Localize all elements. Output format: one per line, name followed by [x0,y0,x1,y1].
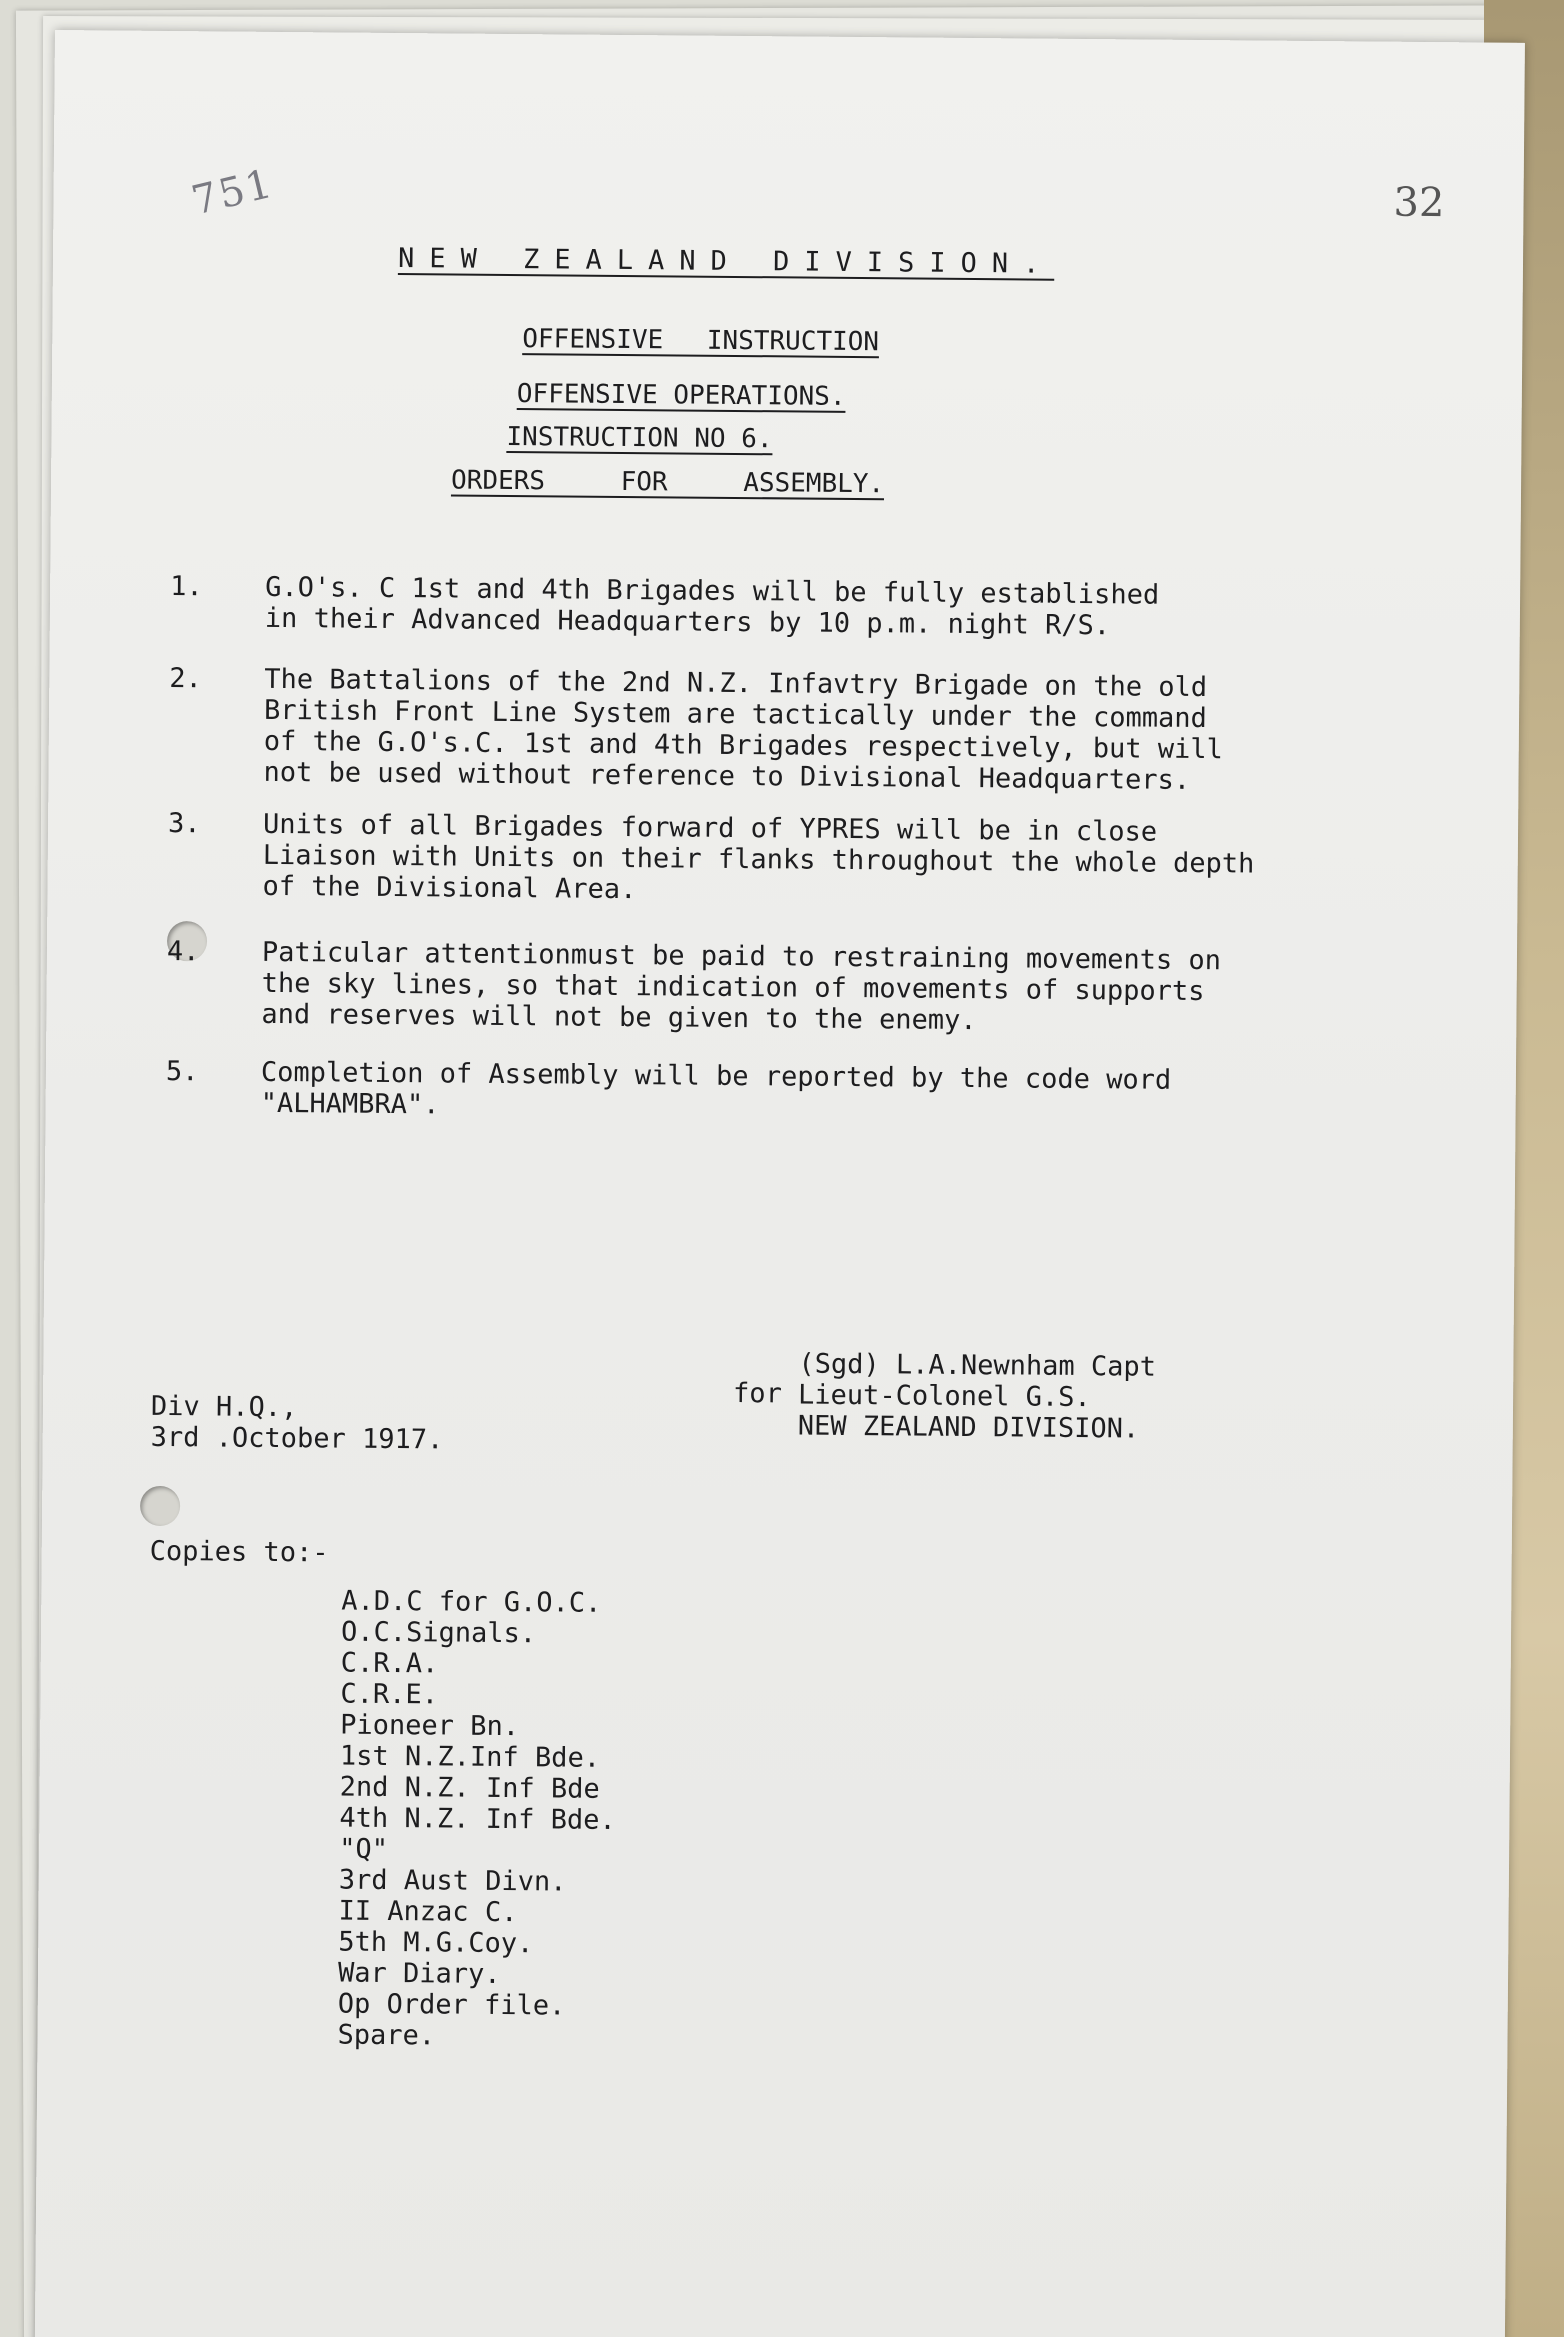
list-item: "Q" [339,1833,389,1865]
paragraph-3 [167,808,1348,911]
list-item: 2nd N.Z. Inf Bde [339,1771,600,1805]
paragraph-text: Paticular attentionmust be paid to restraining movements on the sky lines, so that indication of movements of supports and reserves will not be given to the enemy. [261,936,1222,1037]
list-item: C.R.E. [340,1678,439,1711]
copies-label: Copies to:- [149,1535,329,1569]
paragraph-4 [166,936,1347,1039]
signature-line: NEW ZEALAND DIVISION. [797,1410,1140,1445]
paragraph-1 [170,571,1350,643]
operations-heading: OFFENSIVE OPERATIONS. [516,379,846,412]
paragraph-2 [168,663,1349,797]
list-item: Spare. [337,2019,436,2052]
paragraph-number: 1. [170,571,203,603]
list-item: Pioneer Bn. [340,1709,520,1743]
date-line: 3rd .October 1917. [150,1421,444,1456]
paragraph-text: G.O's. C 1st and 4th Brigades will be fully established in their Advanced Headquarters by 10 p.m. night R/S. [264,571,1160,642]
paragraph-number: 5. [165,1056,199,1088]
copies-list [337,1586,617,2053]
handwritten-reference-number: 751 [187,160,279,225]
list-item: Op Order file. [337,1988,566,2022]
list-item: O.C.Signals. [340,1616,537,1650]
paragraph-text: Units of all Brigades forward of YPRES will be in close Liaison with Units on their flanks throughout the whole depth of the Divisional Area. [262,808,1255,906]
signature-block [798,1349,1156,1445]
paragraph-text: Completion of Assembly will be reported by the code word "ALHAMBRA". [260,1056,1172,1121]
paragraph-number: 3. [167,808,201,840]
list-item: 4th N.Z. Inf Bde. [339,1802,616,1836]
list-item: II Anzac C. [338,1895,518,1929]
punch-hole-icon [140,1486,180,1526]
instruction-number-heading: INSTRUCTION NO 6. [506,421,773,455]
list-item: War Diary. [337,1957,501,1990]
list-item: C.R.A. [340,1647,439,1680]
paragraph-text: The Battalions of the 2nd N.Z. Infavtry Brigade on the old British Front Line System are tactically under the command of the G.O's.C. 1st and 4th Brigades respectively, but will not be used without reference to Divisional Headquarters. [263,663,1223,796]
list-item: 3rd Aust Divn. [338,1864,567,1898]
paragraph-number: 2. [169,663,202,695]
document-page [35,30,1525,2337]
list-item: 5th M.G.Coy. [338,1926,534,1960]
place-and-date [151,1391,444,1456]
signature-line: Lieut-Colonel G.S. [797,1379,1091,1414]
paragraph-5 [166,1056,1346,1128]
place-line: Div H.Q., [150,1390,298,1424]
signature-for-label: for [732,1377,783,1410]
page-number: 32 [1393,179,1445,227]
instruction-heading: OFFENSIVE INSTRUCTION [522,324,880,358]
paragraph-number: 4. [166,936,200,968]
division-heading: NEW ZEALAND DIVISION. [397,243,1055,280]
orders-heading: ORDERS FOR ASSEMBLY. [450,465,885,500]
list-item: 1st N.Z.Inf Bde. [339,1740,601,1774]
signature-line: (Sgd) L.A.Newnham Capt [798,1348,1157,1383]
list-item: A.D.C for G.O.C. [341,1585,602,1619]
